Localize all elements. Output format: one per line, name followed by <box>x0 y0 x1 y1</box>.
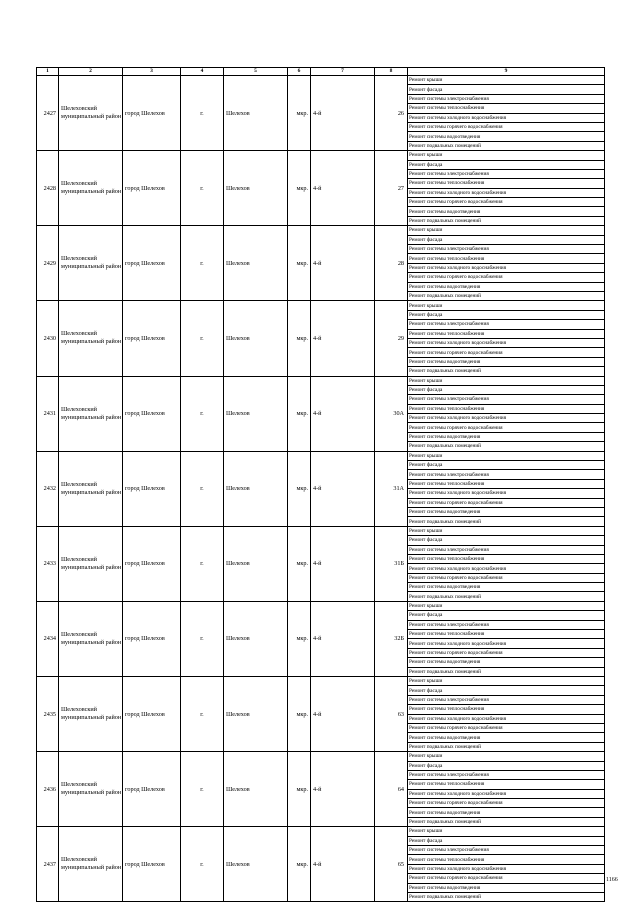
work-type-cell: Ремонт подвальных помещений <box>408 367 605 376</box>
work-type-cell: Ремонт системы горячего водоснабжения <box>408 573 605 582</box>
work-type-cell: Ремонт системы холодного водоснабжения <box>408 714 605 723</box>
microdistrict-cell: 4-й <box>311 301 375 376</box>
house-number-cell: 27 <box>375 151 408 226</box>
settlement-name-cell: Шелехов <box>224 752 288 827</box>
row-number: 2433 <box>37 526 59 601</box>
work-type-cell: Ремонт подвальных помещений <box>408 742 605 751</box>
work-type-cell: Ремонт крыши <box>408 376 605 385</box>
microdistrict-cell: 4-й <box>311 526 375 601</box>
work-type-cell: Ремонт системы водоотведения <box>408 583 605 592</box>
microdistrict-cell: 4-й <box>311 226 375 301</box>
row-number: 2434 <box>37 601 59 676</box>
work-type-cell: Ремонт системы электроснабжения <box>408 245 605 254</box>
settlement-type-cell: г. <box>181 601 224 676</box>
row-number: 2430 <box>37 301 59 376</box>
header-col-2: 2 <box>59 68 123 76</box>
work-type-cell: Ремонт фасада <box>408 686 605 695</box>
work-type-cell: Ремонт фасада <box>408 611 605 620</box>
house-number-cell: 31А <box>375 451 408 526</box>
work-type-cell: Ремонт системы теплоснабжения <box>408 479 605 488</box>
work-type-cell: Ремонт системы водоотведения <box>408 658 605 667</box>
work-type-cell: Ремонт крыши <box>408 76 605 85</box>
work-type-cell: Ремонт системы электроснабжения <box>408 395 605 404</box>
district-cell: Шелеховский муниципальный район <box>59 451 123 526</box>
microdistrict-type-cell: мкр. <box>288 601 311 676</box>
settlement-name-cell: Шелехов <box>224 827 288 902</box>
table-row <box>37 76 605 85</box>
work-type-cell: Ремонт системы теплоснабжения <box>408 554 605 563</box>
work-type-cell: Ремонт крыши <box>408 752 605 761</box>
microdistrict-cell: 4-й <box>311 601 375 676</box>
house-number-cell: 30А <box>375 376 408 451</box>
work-type-cell: Ремонт системы теплоснабжения <box>408 104 605 113</box>
settlement-type-cell: г. <box>181 226 224 301</box>
row-number: 2431 <box>37 376 59 451</box>
work-type-cell: Ремонт системы холодного водоснабжения <box>408 489 605 498</box>
table-row <box>37 526 605 535</box>
settlement-name-cell: Шелехов <box>224 601 288 676</box>
house-number-cell: 63 <box>375 677 408 752</box>
work-type-cell: Ремонт системы электроснабжения <box>408 470 605 479</box>
row-number: 2428 <box>37 151 59 226</box>
microdistrict-cell: 4-й <box>311 76 375 151</box>
header-col-1: 1 <box>37 68 59 76</box>
settlement-name-cell: Шелехов <box>224 76 288 151</box>
house-number-cell: 26 <box>375 76 408 151</box>
work-type-cell: Ремонт системы холодного водоснабжения <box>408 564 605 573</box>
work-type-cell: Ремонт системы холодного водоснабжения <box>408 864 605 873</box>
work-type-cell: Ремонт подвальных помещений <box>408 141 605 150</box>
work-type-cell: Ремонт подвальных помещений <box>408 517 605 526</box>
work-type-cell: Ремонт системы холодного водоснабжения <box>408 188 605 197</box>
settlement-type-cell: г. <box>181 151 224 226</box>
city-cell: город Шелехов <box>123 226 181 301</box>
settlement-type-cell: г. <box>181 376 224 451</box>
table-row <box>37 601 605 610</box>
microdistrict-type-cell: мкр. <box>288 376 311 451</box>
address-program-table <box>36 67 605 902</box>
work-type-cell: Ремонт системы электроснабжения <box>408 770 605 779</box>
work-type-cell: Ремонт системы электроснабжения <box>408 545 605 554</box>
work-type-cell: Ремонт крыши <box>408 151 605 160</box>
settlement-name-cell: Шелехов <box>224 226 288 301</box>
work-type-cell: Ремонт фасада <box>408 536 605 545</box>
header-col-9: 9 <box>408 68 605 76</box>
house-number-cell: 64 <box>375 752 408 827</box>
work-type-cell: Ремонт системы горячего водоснабжения <box>408 498 605 507</box>
city-cell: город Шелехов <box>123 601 181 676</box>
work-type-cell: Ремонт системы горячего водоснабжения <box>408 198 605 207</box>
work-type-cell: Ремонт системы теплоснабжения <box>408 630 605 639</box>
work-type-cell: Ремонт системы теплоснабжения <box>408 404 605 413</box>
work-type-cell: Ремонт системы водоотведения <box>408 207 605 216</box>
work-type-cell: Ремонт фасада <box>408 160 605 169</box>
district-cell: Шелеховский муниципальный район <box>59 827 123 902</box>
microdistrict-type-cell: мкр. <box>288 226 311 301</box>
microdistrict-type-cell: мкр. <box>288 526 311 601</box>
work-type-cell: Ремонт системы горячего водоснабжения <box>408 799 605 808</box>
header-col-5: 5 <box>224 68 288 76</box>
settlement-name-cell: Шелехов <box>224 451 288 526</box>
work-type-cell: Ремонт системы горячего водоснабжения <box>408 348 605 357</box>
district-cell: Шелеховский муниципальный район <box>59 76 123 151</box>
city-cell: город Шелехов <box>123 752 181 827</box>
settlement-type-cell: г. <box>181 677 224 752</box>
microdistrict-cell: 4-й <box>311 752 375 827</box>
settlement-type-cell: г. <box>181 451 224 526</box>
header-col-8: 8 <box>375 68 408 76</box>
house-number-cell: 32Б <box>375 601 408 676</box>
table-row <box>37 376 605 385</box>
district-cell: Шелеховский муниципальный район <box>59 526 123 601</box>
work-type-cell: Ремонт фасада <box>408 85 605 94</box>
work-type-cell: Ремонт фасада <box>408 235 605 244</box>
work-type-cell: Ремонт системы горячего водоснабжения <box>408 648 605 657</box>
work-type-cell: Ремонт системы горячего водоснабжения <box>408 273 605 282</box>
work-type-cell: Ремонт крыши <box>408 301 605 310</box>
work-type-cell: Ремонт системы электроснабжения <box>408 169 605 178</box>
table-row <box>37 827 605 836</box>
settlement-type-cell: г. <box>181 526 224 601</box>
house-number-cell: 29 <box>375 301 408 376</box>
work-type-cell: Ремонт системы водоотведения <box>408 733 605 742</box>
work-type-cell: Ремонт системы водоотведения <box>408 132 605 141</box>
work-type-cell: Ремонт фасада <box>408 761 605 770</box>
work-type-cell: Ремонт фасада <box>408 461 605 470</box>
work-type-cell: Ремонт системы электроснабжения <box>408 620 605 629</box>
work-type-cell: Ремонт системы электроснабжения <box>408 94 605 103</box>
work-type-cell: Ремонт крыши <box>408 677 605 686</box>
settlement-name-cell: Шелехов <box>224 151 288 226</box>
work-type-cell: Ремонт системы теплоснабжения <box>408 855 605 864</box>
work-type-cell: Ремонт системы горячего водоснабжения <box>408 423 605 432</box>
microdistrict-type-cell: мкр. <box>288 752 311 827</box>
work-type-cell: Ремонт подвальных помещений <box>408 667 605 676</box>
settlement-type-cell: г. <box>181 752 224 827</box>
work-type-cell: Ремонт системы горячего водоснабжения <box>408 874 605 883</box>
district-cell: Шелеховский муниципальный район <box>59 376 123 451</box>
work-type-cell: Ремонт системы водоотведения <box>408 808 605 817</box>
work-type-cell: Ремонт крыши <box>408 827 605 836</box>
work-type-cell: Ремонт системы электроснабжения <box>408 320 605 329</box>
table-row <box>37 226 605 235</box>
city-cell: город Шелехов <box>123 76 181 151</box>
settlement-name-cell: Шелехов <box>224 677 288 752</box>
work-type-cell: Ремонт фасада <box>408 385 605 394</box>
work-type-cell: Ремонт системы холодного водоснабжения <box>408 414 605 423</box>
row-number: 2427 <box>37 76 59 151</box>
header-row <box>37 68 605 76</box>
table-row <box>37 752 605 761</box>
row-number: 2432 <box>37 451 59 526</box>
city-cell: город Шелехов <box>123 151 181 226</box>
settlement-name-cell: Шелехов <box>224 301 288 376</box>
work-type-cell: Ремонт системы холодного водоснабжения <box>408 789 605 798</box>
district-cell: Шелеховский муниципальный район <box>59 752 123 827</box>
settlement-type-cell: г. <box>181 76 224 151</box>
work-type-cell: Ремонт системы холодного водоснабжения <box>408 263 605 272</box>
district-cell: Шелеховский муниципальный район <box>59 677 123 752</box>
row-number: 2436 <box>37 752 59 827</box>
city-cell: город Шелехов <box>123 376 181 451</box>
header-col-7: 7 <box>311 68 375 76</box>
city-cell: город Шелехов <box>123 301 181 376</box>
district-cell: Шелеховский муниципальный район <box>59 601 123 676</box>
table-body <box>37 76 605 902</box>
work-type-cell: Ремонт системы водоотведения <box>408 357 605 366</box>
microdistrict-cell: 4-й <box>311 827 375 902</box>
microdistrict-type-cell: мкр. <box>288 301 311 376</box>
district-cell: Шелеховский муниципальный район <box>59 151 123 226</box>
work-type-cell: Ремонт системы теплоснабжения <box>408 179 605 188</box>
microdistrict-type-cell: мкр. <box>288 677 311 752</box>
house-number-cell: 31Б <box>375 526 408 601</box>
microdistrict-type-cell: мкр. <box>288 76 311 151</box>
settlement-type-cell: г. <box>181 827 224 902</box>
page-number: 1166 <box>606 877 618 883</box>
work-type-cell: Ремонт системы горячего водоснабжения <box>408 723 605 732</box>
microdistrict-cell: 4-й <box>311 151 375 226</box>
microdistrict-cell: 4-й <box>311 677 375 752</box>
work-type-cell: Ремонт системы холодного водоснабжения <box>408 113 605 122</box>
table-row <box>37 301 605 310</box>
work-type-cell: Ремонт системы холодного водоснабжения <box>408 639 605 648</box>
table-row <box>37 451 605 460</box>
work-type-cell: Ремонт крыши <box>408 226 605 235</box>
work-type-cell: Ремонт фасада <box>408 836 605 845</box>
city-cell: город Шелехов <box>123 677 181 752</box>
city-cell: город Шелехов <box>123 451 181 526</box>
work-type-cell: Ремонт системы электроснабжения <box>408 695 605 704</box>
work-type-cell: Ремонт системы теплоснабжения <box>408 705 605 714</box>
microdistrict-type-cell: мкр. <box>288 451 311 526</box>
work-type-cell: Ремонт крыши <box>408 601 605 610</box>
work-type-cell: Ремонт подвальных помещений <box>408 216 605 225</box>
city-cell: город Шелехов <box>123 827 181 902</box>
work-type-cell: Ремонт подвальных помещений <box>408 592 605 601</box>
table-row <box>37 151 605 160</box>
work-type-cell: Ремонт подвальных помещений <box>408 892 605 901</box>
settlement-name-cell: Шелехов <box>224 376 288 451</box>
district-cell: Шелеховский муниципальный район <box>59 226 123 301</box>
house-number-cell: 65 <box>375 827 408 902</box>
work-type-cell: Ремонт крыши <box>408 526 605 535</box>
work-type-cell: Ремонт системы водоотведения <box>408 432 605 441</box>
work-type-cell: Ремонт системы теплоснабжения <box>408 329 605 338</box>
house-number-cell: 28 <box>375 226 408 301</box>
microdistrict-type-cell: мкр. <box>288 827 311 902</box>
settlement-name-cell: Шелехов <box>224 526 288 601</box>
row-number: 2437 <box>37 827 59 902</box>
table-row <box>37 677 605 686</box>
microdistrict-type-cell: мкр. <box>288 151 311 226</box>
work-type-cell: Ремонт системы холодного водоснабжения <box>408 338 605 347</box>
district-cell: Шелеховский муниципальный район <box>59 301 123 376</box>
row-number: 2435 <box>37 677 59 752</box>
settlement-type-cell: г. <box>181 301 224 376</box>
work-type-cell: Ремонт системы теплоснабжения <box>408 254 605 263</box>
row-number: 2429 <box>37 226 59 301</box>
work-type-cell: Ремонт крыши <box>408 451 605 460</box>
microdistrict-cell: 4-й <box>311 451 375 526</box>
work-type-cell: Ремонт системы водоотведения <box>408 507 605 516</box>
microdistrict-cell: 4-й <box>311 376 375 451</box>
work-type-cell: Ремонт системы электроснабжения <box>408 846 605 855</box>
work-type-cell: Ремонт подвальных помещений <box>408 291 605 300</box>
city-cell: город Шелехов <box>123 526 181 601</box>
work-type-cell: Ремонт системы теплоснабжения <box>408 780 605 789</box>
work-type-cell: Ремонт подвальных помещений <box>408 442 605 451</box>
header-col-6: 6 <box>288 68 311 76</box>
work-type-cell: Ремонт системы водоотведения <box>408 883 605 892</box>
work-type-cell: Ремонт системы водоотведения <box>408 282 605 291</box>
work-type-cell: Ремонт системы горячего водоснабжения <box>408 122 605 131</box>
work-type-cell: Ремонт подвальных помещений <box>408 817 605 826</box>
header-col-3: 3 <box>123 68 181 76</box>
work-type-cell: Ремонт фасада <box>408 310 605 319</box>
header-col-4: 4 <box>181 68 224 76</box>
